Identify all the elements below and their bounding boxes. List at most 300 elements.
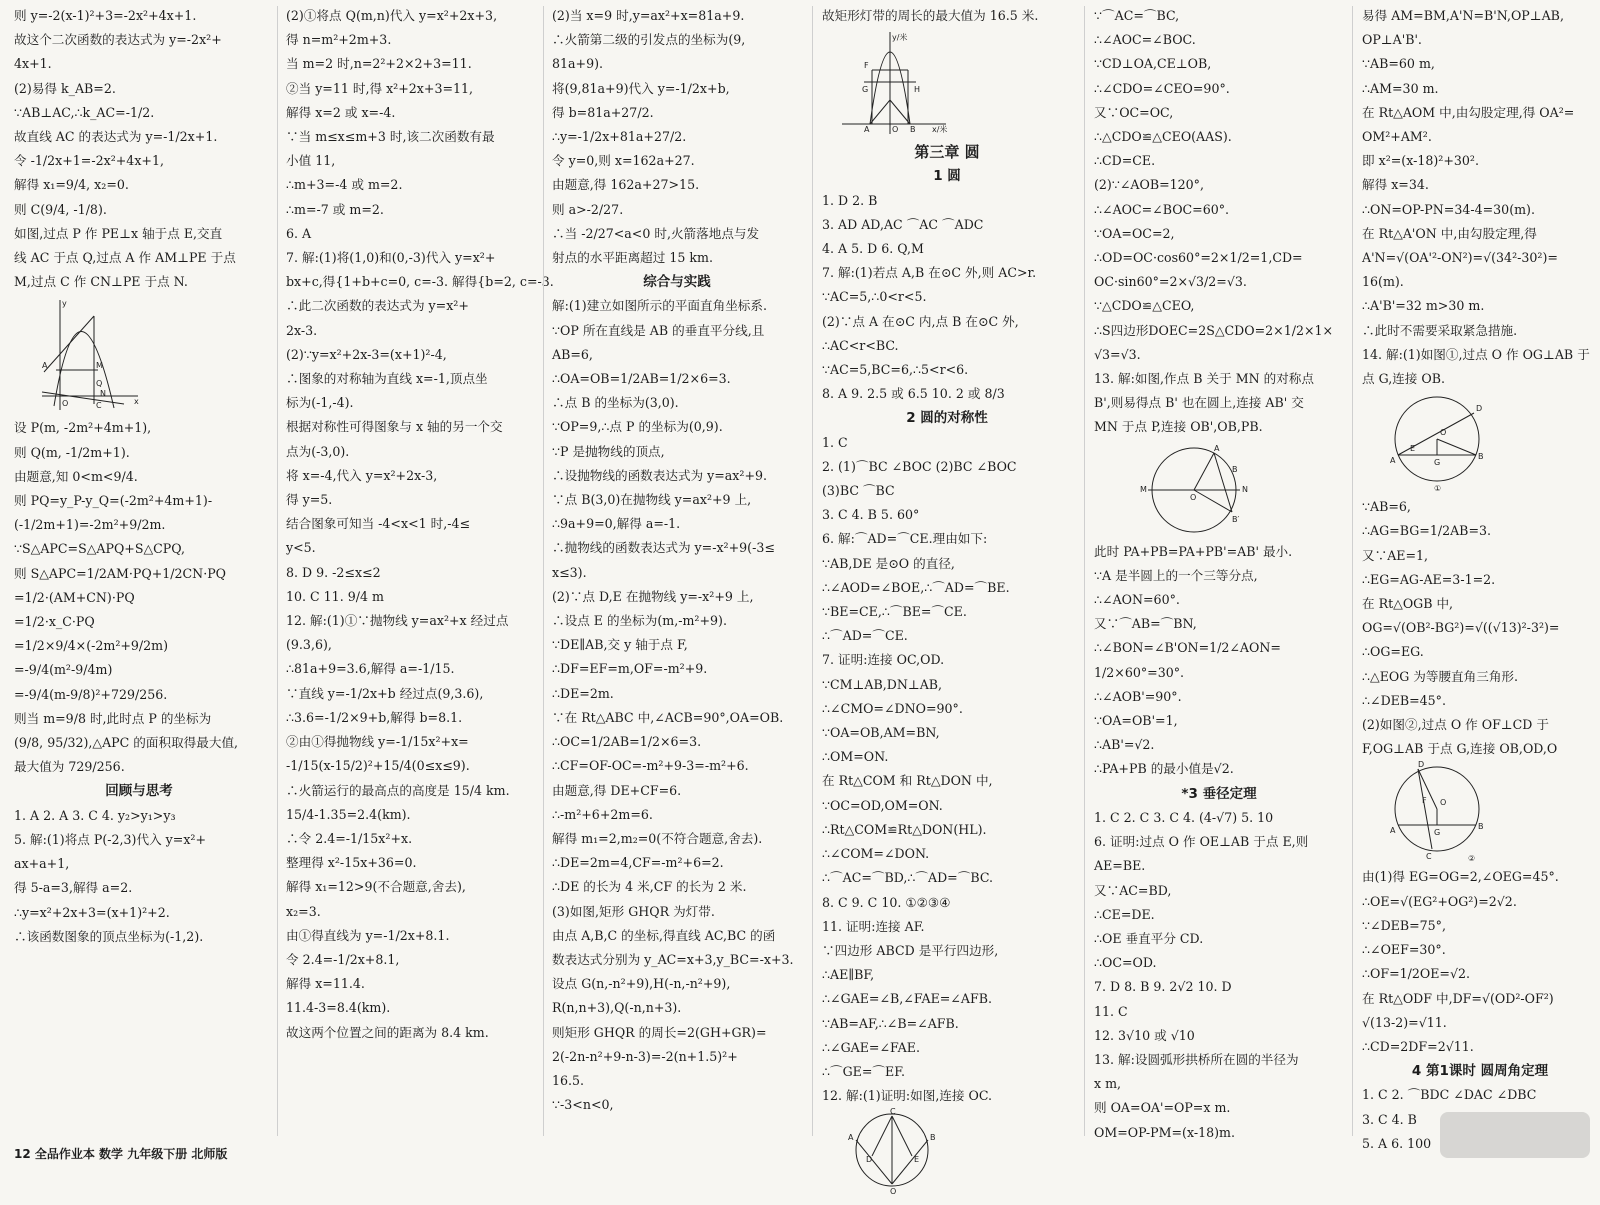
answer-line: 解得 m₁=2,m₂=0(不符合题意,舍去).	[552, 830, 763, 846]
answer-line: 2x-3.	[286, 322, 318, 338]
svg-text:B: B	[930, 1133, 936, 1143]
svg-text:B: B	[1232, 464, 1238, 474]
answer-line: ∴AG=BG=1/2AB=3.	[1362, 523, 1492, 539]
svg-text:O: O	[1440, 798, 1447, 808]
answer-line: MN 于点 P,连接 OB',OB,PB.	[1094, 419, 1263, 435]
svg-text:O: O	[1190, 492, 1197, 502]
answer-line: ∴图象的对称轴为直线 x=-1,顶点坐	[286, 371, 488, 387]
answer-line: 2(-2n-n²+9-n-3)=-2(n+1.5)²+	[552, 1048, 738, 1064]
answer-line: 又∵AE=1,	[1362, 547, 1429, 563]
answer-line: 令 2.4=-1/2x+8.1,	[286, 951, 400, 967]
section-heading: 综合与实践	[643, 274, 711, 291]
section-heading: 第三章 圆	[914, 143, 980, 162]
arch-figure	[822, 30, 1072, 138]
answer-line: 整理得 x²-15x+36=0.	[286, 855, 417, 871]
answer-line: ∴∠CMO=∠DNO=90°.	[822, 700, 963, 716]
svg-text:B′: B′	[1232, 514, 1240, 524]
answer-line: 根据对称性可得图象与 x 轴的另一个交	[286, 419, 503, 435]
answer-line: 81a+9).	[552, 56, 604, 72]
svg-text:A: A	[1390, 826, 1396, 836]
answer-line: AE=BE.	[1094, 858, 1146, 874]
column-5	[1094, 4, 1344, 1140]
svg-text:M: M	[96, 361, 103, 371]
answer-line: 即 x²=(x-18)²+30².	[1362, 153, 1479, 169]
section-heading: 1 圆	[933, 168, 961, 185]
answer-line: ax+a+1,	[14, 856, 70, 872]
answer-line: ∴设抛物线的函数表达式为 y=ax²+9.	[552, 467, 768, 483]
svg-text:G: G	[1434, 458, 1441, 468]
answer-line: ∵CM⊥AB,DN⊥AB,	[822, 676, 943, 692]
svg-text:N: N	[1242, 484, 1248, 494]
answer-line: ∴∠AOC=∠BOC.	[1094, 32, 1196, 48]
answer-line: 12. 解:(1)①∵抛物线 y=ax²+x 经过点	[286, 613, 509, 629]
answer-line: OM=OP-PM=(x-18)m.	[1094, 1124, 1235, 1140]
answer-line: ∵AB=6,	[1362, 499, 1411, 515]
answer-line: OM²+AM².	[1362, 129, 1432, 145]
answer-line: 射点的水平距离超过 15 km.	[552, 250, 713, 266]
answer-line: ∵AB,DE 是⊙O 的直径,	[822, 555, 955, 571]
answer-line: ∴DE=2m=4,CF=-m²+6=2.	[552, 855, 724, 871]
answer-line: 又∵AC=BD,	[1094, 882, 1172, 898]
answer-line: 得 5-a=3,解得 a=2.	[14, 880, 133, 896]
answer-line: 2. (1)⌒BC ∠BOC (2)BC ∠BOC	[822, 458, 1017, 474]
answer-line: ∴CF=OF-OC=-m²+9-3=-m²+6.	[552, 758, 749, 774]
answer-line: ∵BE=CE,∴⌒BE=⌒CE.	[822, 604, 967, 620]
answer-line: 11.4-3=8.4(km).	[286, 1000, 391, 1016]
answer-line: ∵直线 y=-1/2x+b 经过点(9,3.6),	[286, 685, 484, 701]
svg-text:①: ①	[1434, 484, 1442, 494]
answer-line: ∴AC<r<BC.	[822, 337, 899, 353]
answer-line: ∵AB=AF,∴∠B=∠AFB.	[822, 1015, 959, 1031]
answer-line: ∴S四边形DOEC=2S△CDO=2×1/2×1×	[1094, 322, 1334, 338]
answer-line: 1. C 2. ⌒BDC ∠DAC ∠DBC	[1362, 1087, 1537, 1103]
answer-line: 则 a>-2/27.	[552, 201, 624, 217]
answer-line: 则 C(9/4, -1/8).	[14, 201, 107, 217]
answer-line: ∵四边形 ABCD 是平行四边形,	[822, 942, 999, 958]
answer-line: ∴DE 的长为 4 米,CF 的长为 2 米.	[552, 879, 747, 895]
answer-line: 8. A 9. 2.5 或 6.5 10. 2 或 8/3	[822, 386, 1005, 402]
circle14a-figure	[1362, 393, 1598, 493]
answer-line: ∴OC=OD.	[1094, 955, 1157, 971]
answer-line: ∵⌒AC=⌒BC,	[1094, 8, 1180, 23]
answer-line: 1. D 2. B	[822, 192, 878, 208]
column-2	[286, 4, 554, 1140]
answer-line: y<5.	[286, 540, 316, 556]
answer-line: 12. 3√10 或 √10	[1094, 1027, 1195, 1043]
answer-line: 7. 解:(1)将(1,0)和(0,-3)代入 y=x²+	[286, 250, 496, 266]
answer-line: 则 Q(m, -1/2m+1).	[14, 444, 130, 460]
answer-line: (2)∵y=x²+2x-3=(x+1)²-4,	[286, 346, 447, 362]
answer-line: x m,	[1094, 1076, 1122, 1092]
answer-line: √3=√3.	[1094, 346, 1141, 362]
svg-text:x/米: x/米	[932, 125, 948, 135]
answer-line: ∴A'B'=32 m>30 m.	[1362, 298, 1485, 314]
answer-line: 易得 AM=BM,A'N=B'N,OP⊥AB,	[1362, 8, 1564, 23]
answer-line: 得 y=5.	[286, 492, 333, 508]
answer-line: x₂=3.	[286, 903, 321, 919]
svg-text:F: F	[864, 61, 869, 71]
answer-line: ∵A 是半圆上的一个三等分点,	[1094, 567, 1258, 583]
answer-line: 则 S△APC=1/2AM·PQ+1/2CN·PQ	[14, 565, 227, 581]
answer-line: ∵P 是抛物线的顶点,	[552, 443, 665, 459]
answer-line: 7. D 8. B 9. 2√2 10. D	[1094, 979, 1232, 995]
answer-line: B',则易得点 B' 也在圆上,连接 AB' 交	[1094, 395, 1304, 411]
column-divider	[1352, 6, 1353, 1136]
answer-line: 由题意,得 DE+CF=6.	[552, 782, 682, 798]
answer-line: ∵OP=9,∴点 P 的坐标为(0,9).	[552, 419, 723, 435]
answer-line: ∴Rt△COM≌Rt△DON(HL).	[822, 821, 987, 837]
svg-text:Q: Q	[96, 379, 103, 389]
answer-line: 3. C 4. B 5. 60°	[822, 507, 920, 523]
answer-line: ∴y=-1/2x+81a+27/2.	[552, 129, 687, 145]
svg-text:D: D	[1476, 404, 1483, 414]
answer-line: OC·sin60°=2×√3/2=√3.	[1094, 274, 1247, 290]
answer-line: ∵当 m≤x≤m+3 时,该二次函数有最	[286, 129, 495, 145]
answer-line: ∴OE=√(EG²+OG²)=2√2.	[1362, 893, 1517, 909]
answer-line: ∵OA=OC=2,	[1094, 225, 1175, 241]
answer-line: 最大值为 729/256.	[14, 759, 125, 775]
svg-text:A: A	[864, 125, 870, 135]
answer-line: ∴EG=AG-AE=3-1=2.	[1362, 571, 1496, 587]
svg-text:C: C	[1426, 852, 1432, 862]
circle13-figure	[1094, 442, 1344, 538]
answer-line: ∴当 -2/27<a<0 时,火箭落地点与发	[552, 225, 760, 241]
answer-line: 故这个二次函数的表达式为 y=-2x²+	[14, 32, 222, 48]
answer-line: 在 Rt△AOM 中,由勾股定理,得 OA²=	[1362, 104, 1575, 120]
answer-line: ∴PA+PB 的最小值是√2.	[1094, 761, 1234, 777]
answer-line: ∴点 B 的坐标为(3,0).	[552, 395, 679, 411]
answer-line: (2)①将点 Q(m,n)代入 y=x²+2x+3,	[286, 8, 498, 23]
answer-line: ∴△EOG 为等腰直角三角形.	[1362, 668, 1519, 684]
answer-line: 故直线 AC 的表达式为 y=-1/2x+1.	[14, 129, 218, 145]
answer-line: 11. C	[1094, 1003, 1128, 1019]
answer-line: ∴DF=EF=m,OF=-m²+9.	[552, 661, 708, 677]
answer-line: 解得 x₁=9/4, x₂=0.	[14, 177, 129, 193]
answer-line: 则矩形 GHQR 的周长=2(GH+GR)=	[552, 1024, 767, 1040]
svg-text:G: G	[862, 85, 869, 95]
answer-line: 10. C 11. 9/4 m	[286, 588, 384, 604]
answer-line: ∴81a+9=3.6,解得 a=-1/15.	[286, 661, 455, 677]
answer-line: 在 Rt△OGB 中,	[1362, 596, 1454, 612]
answer-line: 将 x=-4,代入 y=x²+2x-3,	[286, 467, 438, 483]
answer-line: 由点 A,B,C 的坐标,得直线 AC,BC 的函	[552, 927, 776, 943]
answer-line: 线 AC 于点 Q,过点 A 作 AM⊥PE 于点	[14, 250, 236, 266]
answer-line: 1. C	[822, 434, 848, 450]
answer-line: ∴OG=EG.	[1362, 644, 1424, 660]
answer-line: ∴∠AOB'=90°.	[1094, 688, 1182, 704]
answer-line: AB=6,	[552, 346, 593, 362]
answer-line: ∴⌒GE=⌒EF.	[822, 1063, 905, 1079]
answer-line: 5. A 6. 100	[1362, 1135, 1432, 1151]
answer-line: 则 OA=OA'=OP=x m.	[1094, 1100, 1231, 1116]
answer-line: ∴DE=2m.	[552, 685, 614, 701]
answer-line: 解得 x=11.4.	[286, 976, 365, 992]
svg-text:A: A	[1214, 443, 1220, 453]
answer-line: (2)如图②,过点 O 作 OF⊥CD 于	[1362, 717, 1549, 733]
circle12-figure	[822, 1107, 1072, 1197]
answer-line: ∵在 Rt△ABC 中,∠ACB=90°,OA=OB.	[552, 709, 784, 725]
answer-line: ∴ON=OP-PN=34-4=30(m).	[1362, 201, 1535, 217]
answer-line: ∴该函数图象的顶点坐标为(-1,2).	[14, 928, 204, 944]
answer-line: ∵△CDO≌△CEO,	[1094, 298, 1195, 314]
answer-line: 在 Rt△COM 和 Rt△DON 中,	[822, 773, 993, 789]
answer-line: ∴火箭运行的最高点的高度是 15/4 km.	[286, 782, 510, 798]
answer-line: 1/2×60°=30°.	[1094, 664, 1185, 680]
answer-line: 当 m=2 时,n=2²+2×2+3=11.	[286, 56, 472, 72]
answer-line: ∴OM=ON.	[822, 749, 889, 765]
svg-text:N: N	[100, 389, 106, 399]
answer-line: ∵AC=5,∴0<r<5.	[822, 289, 927, 305]
answer-line: =1/2·(AM+CN)·PQ	[14, 589, 135, 605]
answer-line: 又∵⌒AB=⌒BN,	[1094, 616, 1197, 632]
answer-line: (9.3,6),	[286, 637, 332, 653]
answer-line: 由(1)得 EG=OG=2,∠OEG=45°.	[1362, 869, 1559, 885]
answer-line: 16(m).	[1362, 274, 1404, 290]
section-heading: *3 垂径定理	[1181, 785, 1257, 802]
answer-line: ∵CD⊥OA,CE⊥OB,	[1094, 56, 1212, 72]
answer-line: 令 y=0,则 x=162a+27.	[552, 153, 695, 169]
svg-text:E: E	[1410, 444, 1416, 454]
svg-text:C: C	[890, 1107, 896, 1117]
answer-line: (2)∵∠AOB=120°,	[1094, 177, 1204, 193]
answer-line: 故这两个位置之间的距离为 8.4 km.	[286, 1024, 489, 1040]
answer-line: 解得 x=34.	[1362, 177, 1429, 193]
svg-text:D: D	[866, 1155, 873, 1165]
svg-text:O: O	[1440, 428, 1447, 438]
column-divider	[543, 6, 544, 1136]
answer-line: -1/15(x-15/2)²+15/4(0≤x≤9).	[286, 758, 470, 774]
answer-line: ∴CD=2DF=2√11.	[1362, 1038, 1474, 1054]
svg-text:H: H	[914, 85, 921, 95]
svg-text:B: B	[910, 125, 916, 135]
answer-line: ∴y=x²+2x+3=(x+1)²+2.	[14, 904, 170, 920]
answer-line: 由题意,知 0<m<9/4.	[14, 468, 138, 484]
answer-line: =-9/4(m²-9/4m)	[14, 662, 113, 678]
answer-line: 又∵OC=OC,	[1094, 104, 1174, 120]
answer-line: ∵OA=OB'=1,	[1094, 713, 1178, 729]
answer-line: 则当 m=9/8 时,此时点 P 的坐标为	[14, 710, 212, 726]
answer-line: 由①得直线为 y=-1/2x+8.1.	[286, 927, 450, 943]
answer-line: ∴∠BON=∠B'ON=1/2∠AON=	[1094, 640, 1281, 656]
answer-line: 13. 解:设圆弧形拱桥所在圆的半径为	[1094, 1051, 1299, 1067]
answer-line: (3)BC ⌒BC	[822, 483, 895, 499]
answer-line: ∵-3<n<0,	[552, 1097, 614, 1113]
svg-text:O: O	[892, 125, 899, 135]
svg-text:E: E	[914, 1155, 920, 1165]
answer-line: 16.5.	[552, 1072, 585, 1088]
answer-line: ∵∠DEB=75°,	[1362, 917, 1446, 933]
answer-line: ∴∠GAE=∠B,∠FAE=∠AFB.	[822, 991, 992, 1007]
answer-line: ②由①得抛物线 y=-1/15x²+x=	[286, 734, 469, 750]
answer-line: ∴-m²+6+2m=6.	[552, 806, 653, 822]
svg-text:A: A	[42, 361, 48, 371]
answer-line: ∵DE∥AB,交 y 轴于点 F,	[552, 637, 688, 653]
answer-line: 由题意,得 162a+27>15.	[552, 177, 700, 193]
answer-line: ∴设点 E 的坐标为(m,-m²+9).	[552, 613, 727, 629]
answer-line: 此时 PA+PB=PA+PB'=AB' 最小.	[1094, 543, 1293, 559]
answer-line: ∵AB⊥AC,∴k_AC=-1/2.	[14, 104, 155, 120]
answer-line: 结合图象可知当 -4<x<1 时,-4≤	[286, 516, 471, 532]
answer-line: ∵AB=60 m,	[1362, 56, 1435, 72]
answer-line: ∴OA=OB=1/2AB=1/2×6=3.	[552, 371, 731, 387]
answer-line: ∴OC=1/2AB=1/2×6=3.	[552, 734, 702, 750]
answer-line: ∴△CDO≌△CEO(AAS).	[1094, 129, 1232, 145]
answer-line: A'N=√(OA'²-ON²)=√(34²-30²)=	[1362, 250, 1558, 266]
answer-line: 解:(1)建立如图所示的平面直角坐标系.	[552, 298, 767, 314]
answer-line: 12. 解:(1)证明:如图,连接 OC.	[822, 1088, 993, 1104]
svg-text:y/米: y/米	[892, 33, 908, 43]
answer-line: 得 n=m²+2m+3.	[286, 32, 392, 48]
svg-text:C: C	[96, 401, 102, 411]
svg-text:x: x	[134, 397, 139, 407]
answer-line: ∴9a+9=0,解得 a=-1.	[552, 516, 681, 532]
answer-line: ∴CD=CE.	[1094, 153, 1156, 169]
answer-line: 故矩形灯带的周长的最大值为 16.5 米.	[822, 8, 1039, 23]
parabola-figure	[14, 296, 264, 414]
answer-line: ∴∠OEF=30°.	[1362, 942, 1446, 958]
answer-line: 14. 解:(1)如图①,过点 O 作 OG⊥AB 于	[1362, 346, 1590, 362]
watermark-logo	[1440, 1112, 1590, 1158]
answer-line: √(13-2)=√11.	[1362, 1014, 1447, 1030]
answer-line: 7. 解:(1)若点 A,B 在⊙C 外,则 AC>r.	[822, 265, 1037, 281]
section-heading: 2 圆的对称性	[906, 410, 988, 427]
answer-line: ∴此二次函数的表达式为 y=x²+	[286, 298, 469, 314]
answer-line: ∴∠GAE=∠FAE.	[822, 1039, 920, 1055]
answer-line: ∴∠AOD=∠BOE,∴⌒AD=⌒BE.	[822, 579, 1010, 595]
answer-line: ∴m=-7 或 m=2.	[286, 201, 384, 217]
answer-line: ∴令 2.4=-1/15x²+x.	[286, 830, 413, 846]
svg-text:B: B	[1478, 822, 1484, 832]
answer-line: 1. C 2. C 3. C 4. (4-√7) 5. 10	[1094, 809, 1274, 825]
answer-line: 令 -1/2x+1=-2x²+4x+1,	[14, 153, 164, 169]
answer-line: ∴⌒AC=⌒BD,∴⌒AD=⌒BC.	[822, 870, 994, 886]
answer-line: ∴此时不需要采取紧急措施.	[1362, 322, 1518, 338]
svg-text:D: D	[1418, 760, 1425, 770]
answer-line: 4. A 5. D 6. Q,M	[822, 241, 924, 257]
answer-line: 6. 证明:过点 O 作 OE⊥AB 于点 E,则	[1094, 834, 1309, 850]
column-divider	[277, 6, 278, 1136]
answer-line: 15/4-1.35=2.4(km).	[286, 806, 411, 822]
answer-line: ∴∠AON=60°.	[1094, 592, 1180, 608]
svg-text:M: M	[1140, 484, 1147, 494]
answer-line: ∴m+3=-4 或 m=2.	[286, 177, 403, 193]
answer-line: 8. C 9. C 10. ①②③④	[822, 894, 951, 910]
answer-line: M,过点 C 作 CN⊥PE 于点 N.	[14, 274, 188, 290]
answer-line: (2)易得 k_AB=2.	[14, 80, 116, 96]
answer-line: 8. D 9. -2≤x≤2	[286, 564, 381, 580]
answer-line: (3)如图,矩形 GHQR 为灯带.	[552, 903, 715, 919]
section-heading: 回顾与思考	[105, 783, 173, 800]
answer-line: 5. 解:(1)将点 P(-2,3)代入 y=x²+	[14, 831, 207, 847]
circle14b-figure	[1362, 760, 1598, 864]
answer-line: =1/2×9/4×(-2m²+9/2m)	[14, 638, 169, 654]
answer-line: 得 b=81a+27/2.	[552, 104, 654, 120]
answer-line: 7. 证明:连接 OC,OD.	[822, 652, 945, 668]
svg-text:A: A	[1390, 456, 1396, 466]
svg-text:O: O	[62, 399, 69, 409]
answer-line: 1. A 2. A 3. C 4. y₂>y₁>y₃	[14, 807, 176, 823]
answer-line: 点为(-3,0).	[286, 443, 350, 459]
answer-line: 4x+1.	[14, 56, 52, 72]
answer-line: 3. AD AD,AC ⌒AC ⌒ADC	[822, 216, 984, 232]
answer-line: OP⊥A'B'.	[1362, 32, 1422, 48]
answer-line: (2)当 x=9 时,y=ax²+x=81a+9.	[552, 8, 745, 23]
answer-line: (2)∵点 A 在⊙C 内,点 B 在⊙C 外,	[822, 313, 1019, 329]
answer-line: (2)∵点 D,E 在抛物线 y=-x²+9 上,	[552, 588, 754, 604]
svg-text:B: B	[1478, 452, 1484, 462]
answer-line: 3. C 4. B	[1362, 1111, 1417, 1127]
answer-line: ∴∠COM=∠DON.	[822, 846, 930, 862]
answer-line: ∴AE∥BF,	[822, 967, 875, 983]
answer-line: ②当 y=11 时,得 x²+2x+3=11,	[286, 80, 474, 96]
answer-line: ∴3.6=-1/2×9+b,解得 b=8.1.	[286, 709, 463, 725]
column-6	[1362, 4, 1598, 1151]
answer-line: ∵OC=OD,OM=ON.	[822, 797, 943, 813]
answer-line: ∴∠DEB=45°.	[1362, 692, 1446, 708]
answer-line: x≤3).	[552, 564, 587, 580]
answer-line: ∵AC=5,BC=6,∴5<r<6.	[822, 362, 969, 378]
answer-line: 标为(-1,-4).	[286, 395, 354, 411]
answer-line: R(n,n+3),Q(-n,n+3).	[552, 1000, 682, 1016]
answer-line: 在 Rt△ODF 中,DF=√(OD²-OF²)	[1362, 990, 1554, 1006]
answer-line: ∴OD=OC·cos60°=2×1/2=1,CD=	[1094, 250, 1303, 266]
answer-line: 11. 证明:连接 AF.	[822, 918, 925, 934]
column-divider	[812, 6, 813, 1136]
answer-line: bx+c,得{1+b+c=0, c=-3. 解得{b=2, c=-3.	[286, 274, 554, 290]
page-footer: 12 全品作业本 数学 九年级下册 北师版	[14, 1147, 228, 1161]
column-4	[822, 4, 1072, 1197]
answer-line: ∵OA=OB,AM=BN,	[822, 725, 940, 741]
answer-line: 数表达式分别为 y_AC=x+3,y_BC=-x+3.	[552, 951, 794, 967]
answer-line: ∴∠CDO=∠CEO=90°.	[1094, 80, 1230, 96]
answer-line: ∵OP 所在直线是 AB 的垂直平分线,且	[552, 322, 765, 338]
svg-text:F: F	[1422, 796, 1427, 806]
answer-line: ∴∠AOC=∠BOC=60°.	[1094, 201, 1230, 217]
answer-line: ∴抛物线的函数表达式为 y=-x²+9(-3≤	[552, 540, 775, 556]
answer-line: ∴AB'=√2.	[1094, 737, 1155, 753]
svg-text:O: O	[890, 1187, 897, 1197]
answer-line: OG=√(OB²-BG²)=√((√13)²-3²)=	[1362, 620, 1560, 636]
answer-line: ∴火箭第二级的引发点的坐标为(9,	[552, 32, 746, 48]
answer-line: 解得 x=2 或 x=-4.	[286, 104, 396, 120]
answer-line: ∴OE 垂直平分 CD.	[1094, 930, 1204, 946]
answer-line: 6. 解:⌒AD=⌒CE.理由如下:	[822, 531, 988, 547]
svg-text:②: ②	[1468, 854, 1476, 864]
section-heading: 4 第1课时 圆周角定理	[1411, 1063, 1549, 1080]
answer-line: 则 PQ=y_P-y_Q=(-2m²+4m+1)-	[14, 493, 213, 509]
answer-line: 则 y=-2(x-1)²+3=-2x²+4x+1.	[14, 8, 197, 23]
svg-text:A: A	[848, 1133, 854, 1143]
answer-line: 设点 G(n,-n²+9),H(-n,-n²+9),	[552, 976, 731, 992]
answer-line: 点 G,连接 OB.	[1362, 371, 1445, 387]
answer-line: ∵点 B(3,0)在抛物线 y=ax²+9 上,	[552, 492, 752, 508]
answer-line: (9/8, 95/32),△APC 的面积取得最大值,	[14, 735, 239, 751]
answer-line: ∴CE=DE.	[1094, 906, 1155, 922]
answer-line: =-9/4(m-9/8)²+729/256.	[14, 686, 168, 702]
answer-line: (-1/2m+1)=-2m²+9/2m.	[14, 517, 166, 533]
answer-line: ∴OF=1/2OE=√2.	[1362, 966, 1471, 982]
answer-line: ∴⌒AD=⌒CE.	[822, 628, 908, 644]
answer-line: 解得 x₁=12>9(不合题意,舍去),	[286, 879, 466, 895]
answer-line: F,OG⊥AB 于点 G,连接 OB,OD,O	[1362, 741, 1558, 757]
svg-text:y: y	[62, 299, 67, 309]
answer-line: ∴AM=30 m.	[1362, 80, 1439, 96]
column-3	[552, 4, 802, 1140]
answer-line: =1/2·x_C·PQ	[14, 614, 95, 630]
column-1	[14, 4, 264, 1140]
answer-line: 6. A	[286, 225, 312, 241]
column-divider	[1084, 6, 1085, 1136]
